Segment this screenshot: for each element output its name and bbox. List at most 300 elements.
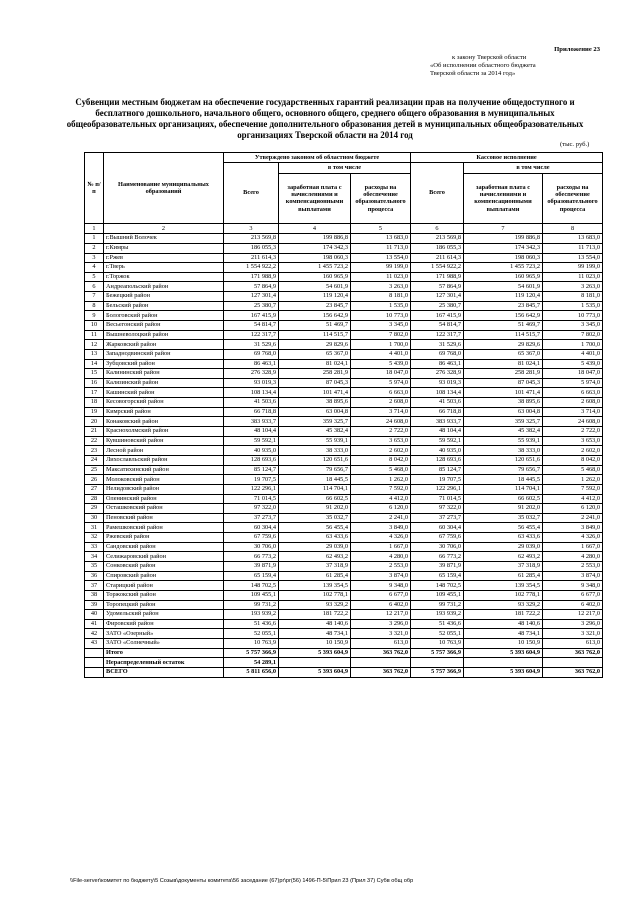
row-number: 12 (85, 340, 104, 350)
amount-cell: 276 328,9 (224, 369, 279, 379)
amount-cell: 1 700,0 (543, 340, 603, 350)
table-row (85, 359, 603, 369)
amount-cell: 10 773,0 (543, 311, 603, 321)
amount-cell: 45 382,4 (464, 427, 543, 437)
amount-cell: 24 608,0 (543, 417, 603, 427)
row-number: 17 (85, 388, 104, 398)
amount-cell: 79 656,7 (464, 465, 543, 475)
amount-cell: 86 463,1 (224, 359, 279, 369)
amount-cell: 91 202,0 (464, 504, 543, 514)
amount-cell: 193 939,2 (411, 610, 464, 620)
municipality-name: Сандовский район (104, 542, 224, 552)
units-label: (тыс. руб.) (560, 141, 590, 148)
summary-amount (411, 658, 464, 668)
amount-cell: 62 493,2 (464, 552, 543, 562)
table-row (85, 562, 603, 572)
summary-amount: 5 757 366,9 (224, 648, 279, 658)
summary-amount (279, 658, 351, 668)
amount-cell: 11 023,0 (543, 272, 603, 282)
table-row (85, 369, 603, 379)
row-number: 2 (85, 243, 104, 253)
municipality-name: г.Торжок (104, 272, 224, 282)
row-number: 42 (85, 629, 104, 639)
amount-cell: 4 401,0 (543, 349, 603, 359)
amount-cell: 9 348,0 (543, 581, 603, 591)
municipality-name: Жарковский район (104, 340, 224, 350)
amount-cell: 193 939,2 (224, 610, 279, 620)
colnum: 1 (85, 223, 104, 233)
amount-cell: 10 763,9 (224, 639, 279, 649)
document-title: Субвенции местным бюджетам на обеспечение государственных гарантий реализации прав на получение общедоступного и бесплатного дошкольного, начального общего, основного общего, среднего общего образования в муниципальных общеобразовательных организациях, обеспечение дополнительного образования детей в муниципальных общеобразовательных организациях Тверской области на 2014 год (66, 97, 584, 141)
table-row (85, 542, 603, 552)
amount-cell: 97 322,0 (224, 504, 279, 514)
row-number: 23 (85, 446, 104, 456)
summary-amount: 5 393 604,9 (279, 668, 351, 678)
amount-cell: 5 974,0 (351, 378, 411, 388)
subvention-table (84, 152, 603, 678)
amount-cell: 8 181,0 (351, 292, 411, 302)
amount-cell: 3 874,0 (543, 571, 603, 581)
municipality-name: Краснохолмский район (104, 427, 224, 437)
row-number: 6 (85, 282, 104, 292)
amount-cell: 101 471,4 (279, 388, 351, 398)
amount-cell: 9 348,0 (351, 581, 411, 591)
amount-cell: 1 262,0 (543, 475, 603, 485)
amount-cell: 10 150,9 (464, 639, 543, 649)
amount-cell: 167 415,9 (411, 311, 464, 321)
table-row (85, 455, 603, 465)
amount-cell: 102 778,1 (464, 590, 543, 600)
amount-cell: 2 722,0 (351, 427, 411, 437)
amount-cell: 10 763,9 (411, 639, 464, 649)
amount-cell: 181 722,2 (279, 610, 351, 620)
amount-cell: 79 656,7 (279, 465, 351, 475)
amount-cell: 19 707,5 (411, 475, 464, 485)
amount-cell: 198 060,3 (279, 253, 351, 263)
table-row (85, 619, 603, 629)
amount-cell: 6 677,0 (543, 590, 603, 600)
row-number: 25 (85, 465, 104, 475)
amount-cell: 39 871,9 (411, 562, 464, 572)
file-path-footer: \\File-server\комитет по бюджету\5 Созыв\документы комитета\56 заседание (67)pr\pr(56) 1496-П-5\Прил 23 (Прил 37) Субв общ обр (70, 878, 414, 884)
amount-cell: 276 328,9 (411, 369, 464, 379)
amount-cell: 57 864,9 (224, 282, 279, 292)
amount-cell: 85 124,7 (411, 465, 464, 475)
table-row (85, 301, 603, 311)
header-total-approved: Всего (224, 163, 279, 223)
amount-cell: 18 047,0 (351, 369, 411, 379)
row-number: 10 (85, 320, 104, 330)
amount-cell: 2 608,0 (351, 398, 411, 408)
amount-cell: 51 469,7 (464, 320, 543, 330)
municipality-name: ЗАТО «Озерный» (104, 629, 224, 639)
header-expenses-executed: расходы на обеспечение образовательного процесса (543, 173, 603, 223)
amount-cell: 31 529,6 (411, 340, 464, 350)
table-row (85, 282, 603, 292)
amount-cell: 613,0 (543, 639, 603, 649)
amount-cell: 128 693,6 (224, 455, 279, 465)
amount-cell: 3 263,0 (351, 282, 411, 292)
amount-cell: 60 304,4 (224, 523, 279, 533)
amount-cell: 48 140,6 (279, 619, 351, 629)
amount-cell: 71 014,5 (224, 494, 279, 504)
amount-cell: 1 667,0 (351, 542, 411, 552)
amount-cell: 148 702,5 (411, 581, 464, 591)
row-number: 3 (85, 253, 104, 263)
summary-amount (543, 658, 603, 668)
amount-cell: 139 354,5 (279, 581, 351, 591)
amount-cell: 199 886,8 (464, 234, 543, 244)
amount-cell: 1 262,0 (351, 475, 411, 485)
amount-cell: 186 055,3 (411, 243, 464, 253)
row-number: 20 (85, 417, 104, 427)
amount-cell: 3 653,0 (543, 436, 603, 446)
amount-cell: 66 718,8 (411, 407, 464, 417)
amount-cell: 65 159,4 (224, 571, 279, 581)
amount-cell: 38 333,0 (464, 446, 543, 456)
amount-cell: 61 285,4 (279, 571, 351, 581)
amount-cell: 41 503,6 (411, 398, 464, 408)
amount-cell: 54 601,9 (279, 282, 351, 292)
summary-amount: 5 757 366,9 (411, 668, 464, 678)
table-row (85, 504, 603, 514)
amount-cell: 66 718,8 (224, 407, 279, 417)
amount-cell: 18 445,5 (464, 475, 543, 485)
amount-cell: 63 004,8 (464, 407, 543, 417)
amount-cell: 101 471,4 (464, 388, 543, 398)
amount-cell: 122 296,1 (224, 484, 279, 494)
municipality-name: Торопецкий район (104, 600, 224, 610)
header-name: Наименование муниципальных образований (104, 153, 224, 224)
table-row (85, 610, 603, 620)
municipality-name: Бежецкий район (104, 292, 224, 302)
amount-cell: 171 988,9 (224, 272, 279, 282)
summary-label: Итого (104, 648, 224, 658)
amount-cell: 19 707,5 (224, 475, 279, 485)
municipality-name: Весьегонский район (104, 320, 224, 330)
amount-cell: 86 463,1 (411, 359, 464, 369)
row-number: 26 (85, 475, 104, 485)
row-number: 13 (85, 349, 104, 359)
amount-cell: 2 608,0 (543, 398, 603, 408)
amount-cell: 3 345,0 (351, 320, 411, 330)
amount-cell: 23 845,7 (279, 301, 351, 311)
table-row (85, 436, 603, 446)
header-executed: Кассовое исполнение (411, 153, 603, 163)
amount-cell: 63 004,8 (279, 407, 351, 417)
amount-cell: 48 734,1 (464, 629, 543, 639)
amount-cell: 383 933,7 (224, 417, 279, 427)
amount-cell: 6 663,0 (351, 388, 411, 398)
amount-cell: 114 704,1 (279, 484, 351, 494)
amount-cell: 156 642,9 (279, 311, 351, 321)
municipality-name: Бологовский район (104, 311, 224, 321)
summary-amount (351, 658, 411, 668)
amount-cell: 4 412,0 (543, 494, 603, 504)
amount-cell: 3 321,0 (351, 629, 411, 639)
amount-cell: 213 569,8 (224, 234, 279, 244)
amount-cell: 97 322,0 (411, 504, 464, 514)
appendix-note (430, 46, 600, 78)
amount-cell: 13 554,0 (351, 253, 411, 263)
colnum: 8 (543, 223, 603, 233)
header-salary-executed: заработная плата с начислениями и компенсационными выплатами (464, 173, 543, 223)
summary-amount: 5 811 656,0 (224, 668, 279, 678)
colnum: 5 (351, 223, 411, 233)
amount-cell: 8 042,0 (543, 455, 603, 465)
amount-cell: 5 468,0 (543, 465, 603, 475)
row-number: 29 (85, 504, 104, 514)
summary-number (85, 648, 104, 658)
table-row (85, 243, 603, 253)
amount-cell: 13 683,0 (543, 234, 603, 244)
row-number: 16 (85, 378, 104, 388)
amount-cell: 6 402,0 (351, 600, 411, 610)
municipality-name: Кашинский район (104, 388, 224, 398)
row-number: 14 (85, 359, 104, 369)
amount-cell: 37 273,7 (224, 513, 279, 523)
municipality-name: Зубцовский район (104, 359, 224, 369)
row-number: 35 (85, 562, 104, 572)
municipality-name: ЗАТО «Солнечный» (104, 639, 224, 649)
amount-cell: 4 326,0 (543, 533, 603, 543)
header-incl-approved: в том числе (279, 163, 411, 173)
row-number: 34 (85, 552, 104, 562)
amount-cell: 63 433,6 (464, 533, 543, 543)
amount-cell: 66 602,5 (464, 494, 543, 504)
amount-cell: 51 469,7 (279, 320, 351, 330)
table-row (85, 253, 603, 263)
municipality-name: Кимрский район (104, 407, 224, 417)
amount-cell: 167 415,9 (224, 311, 279, 321)
amount-cell: 56 455,4 (464, 523, 543, 533)
amount-cell: 81 024,1 (279, 359, 351, 369)
table-row (85, 600, 603, 610)
municipality-name: Пеновский район (104, 513, 224, 523)
summary-amount: 54 289,1 (224, 658, 279, 668)
amount-cell: 174 342,3 (464, 243, 543, 253)
table-row (85, 629, 603, 639)
amount-cell: 122 317,7 (224, 330, 279, 340)
row-number: 15 (85, 369, 104, 379)
amount-cell: 128 693,6 (411, 455, 464, 465)
amount-cell: 108 134,4 (224, 388, 279, 398)
municipality-name: Бельский район (104, 301, 224, 311)
amount-cell: 56 455,4 (279, 523, 351, 533)
summary-amount: 363 762,0 (543, 648, 603, 658)
municipality-name: Селижаровский район (104, 552, 224, 562)
amount-cell: 139 354,5 (464, 581, 543, 591)
amount-cell: 156 642,9 (464, 311, 543, 321)
table-row (85, 523, 603, 533)
amount-cell: 5 468,0 (351, 465, 411, 475)
amount-cell: 67 759,6 (224, 533, 279, 543)
row-number: 5 (85, 272, 104, 282)
amount-cell: 6 120,0 (351, 504, 411, 514)
row-number: 31 (85, 523, 104, 533)
municipality-name: г.Вышний Волочек (104, 234, 224, 244)
amount-cell: 29 829,6 (279, 340, 351, 350)
row-number: 41 (85, 619, 104, 629)
amount-cell: 38 333,0 (279, 446, 351, 456)
amount-cell: 23 845,7 (464, 301, 543, 311)
amount-cell: 108 134,4 (411, 388, 464, 398)
colnum: 6 (411, 223, 464, 233)
amount-cell: 93 329,2 (464, 600, 543, 610)
amount-cell: 99 199,0 (351, 263, 411, 273)
amount-cell: 35 032,7 (464, 513, 543, 523)
summary-number (85, 658, 104, 668)
municipality-name: Сонковский район (104, 562, 224, 572)
municipality-name: Фировский район (104, 619, 224, 629)
amount-cell: 122 317,7 (411, 330, 464, 340)
municipality-name: Калининский район (104, 369, 224, 379)
header-incl-executed: в том числе (464, 163, 603, 173)
table-row (85, 446, 603, 456)
municipality-name: г.Кимры (104, 243, 224, 253)
amount-cell: 8 181,0 (543, 292, 603, 302)
amount-cell: 3 849,0 (351, 523, 411, 533)
table-row (85, 292, 603, 302)
amount-cell: 1 455 723,2 (464, 263, 543, 273)
amount-cell: 37 318,9 (464, 562, 543, 572)
amount-cell: 87 045,3 (464, 378, 543, 388)
municipality-name: Ржевский район (104, 533, 224, 543)
table-row (85, 552, 603, 562)
amount-cell: 65 367,0 (464, 349, 543, 359)
amount-cell: 2 722,0 (543, 427, 603, 437)
header-num: № п/п (85, 153, 104, 224)
amount-cell: 174 342,3 (279, 243, 351, 253)
amount-cell: 91 202,0 (279, 504, 351, 514)
appendix-line: к закону Тверской области (452, 54, 527, 62)
appendix-line: Приложение 23 (554, 46, 600, 53)
amount-cell: 93 329,2 (279, 600, 351, 610)
amount-cell: 5 974,0 (543, 378, 603, 388)
municipality-name: Торжокский район (104, 590, 224, 600)
summary-amount: 363 762,0 (351, 668, 411, 678)
municipality-name: Рамешковский район (104, 523, 224, 533)
municipality-name: г.Тверь (104, 263, 224, 273)
amount-cell: 71 014,5 (411, 494, 464, 504)
municipality-name: г.Ржев (104, 253, 224, 263)
amount-cell: 3 321,0 (543, 629, 603, 639)
row-number: 30 (85, 513, 104, 523)
table-row (85, 417, 603, 427)
table-row (85, 533, 603, 543)
amount-cell: 7 592,0 (543, 484, 603, 494)
amount-cell: 67 759,6 (411, 533, 464, 543)
amount-cell: 127 301,4 (411, 292, 464, 302)
row-number: 22 (85, 436, 104, 446)
amount-cell: 81 024,1 (464, 359, 543, 369)
amount-cell: 3 296,0 (543, 619, 603, 629)
amount-cell: 12 217,0 (543, 610, 603, 620)
amount-cell: 85 124,7 (224, 465, 279, 475)
amount-cell: 148 702,5 (224, 581, 279, 591)
amount-cell: 613,0 (351, 639, 411, 649)
amount-cell: 1 554 922,2 (224, 263, 279, 273)
summary-row (85, 648, 603, 658)
amount-cell: 10 150,9 (279, 639, 351, 649)
amount-cell: 1 700,0 (351, 340, 411, 350)
row-number: 43 (85, 639, 104, 649)
amount-cell: 120 651,6 (279, 455, 351, 465)
table-body (85, 234, 603, 677)
amount-cell: 1 554 922,2 (411, 263, 464, 273)
amount-cell: 4 280,0 (351, 552, 411, 562)
municipality-name: Кесовогорский район (104, 398, 224, 408)
table-header (85, 153, 603, 234)
amount-cell: 10 773,0 (351, 311, 411, 321)
summary-amount (464, 658, 543, 668)
amount-cell: 3 874,0 (351, 571, 411, 581)
municipality-name: Нелидовский район (104, 484, 224, 494)
table-row (85, 320, 603, 330)
amount-cell: 122 296,1 (411, 484, 464, 494)
amount-cell: 93 019,3 (224, 378, 279, 388)
appendix-line: «Об исполнении областного бюджета (430, 62, 536, 70)
amount-cell: 11 023,0 (351, 272, 411, 282)
amount-cell: 41 503,6 (224, 398, 279, 408)
amount-cell: 3 345,0 (543, 320, 603, 330)
amount-cell: 99 731,2 (411, 600, 464, 610)
colnum: 2 (104, 223, 224, 233)
colnum: 3 (224, 223, 279, 233)
amount-cell: 114 515,7 (464, 330, 543, 340)
amount-cell: 198 060,3 (464, 253, 543, 263)
amount-cell: 35 032,7 (279, 513, 351, 523)
amount-cell: 3 849,0 (543, 523, 603, 533)
table-row (85, 427, 603, 437)
table-row (85, 311, 603, 321)
amount-cell: 211 614,3 (411, 253, 464, 263)
amount-cell: 60 304,4 (411, 523, 464, 533)
summary-amount: 363 762,0 (351, 648, 411, 658)
municipality-name: Западнодвинский район (104, 349, 224, 359)
table-row (85, 465, 603, 475)
amount-cell: 114 704,1 (464, 484, 543, 494)
municipality-name: Удомельский район (104, 610, 224, 620)
row-number: 4 (85, 263, 104, 273)
amount-cell: 93 019,3 (411, 378, 464, 388)
amount-cell: 69 768,0 (224, 349, 279, 359)
amount-cell: 57 864,9 (411, 282, 464, 292)
municipality-name: Лесной район (104, 446, 224, 456)
summary-amount: 5 393 604,9 (279, 648, 351, 658)
table-row (85, 330, 603, 340)
amount-cell: 160 965,9 (464, 272, 543, 282)
table-row (85, 571, 603, 581)
amount-cell: 30 706,0 (224, 542, 279, 552)
row-number: 38 (85, 590, 104, 600)
table-row (85, 349, 603, 359)
amount-cell: 30 706,0 (411, 542, 464, 552)
amount-cell: 31 529,6 (224, 340, 279, 350)
colnum: 7 (464, 223, 543, 233)
row-number: 18 (85, 398, 104, 408)
table-row (85, 378, 603, 388)
amount-cell: 3 296,0 (351, 619, 411, 629)
amount-cell: 7 592,0 (351, 484, 411, 494)
amount-cell: 199 886,8 (279, 234, 351, 244)
amount-cell: 99 731,2 (224, 600, 279, 610)
summary-row (85, 658, 603, 668)
amount-cell: 54 814,7 (411, 320, 464, 330)
amount-cell: 127 301,4 (224, 292, 279, 302)
row-number: 40 (85, 610, 104, 620)
table-row (85, 398, 603, 408)
